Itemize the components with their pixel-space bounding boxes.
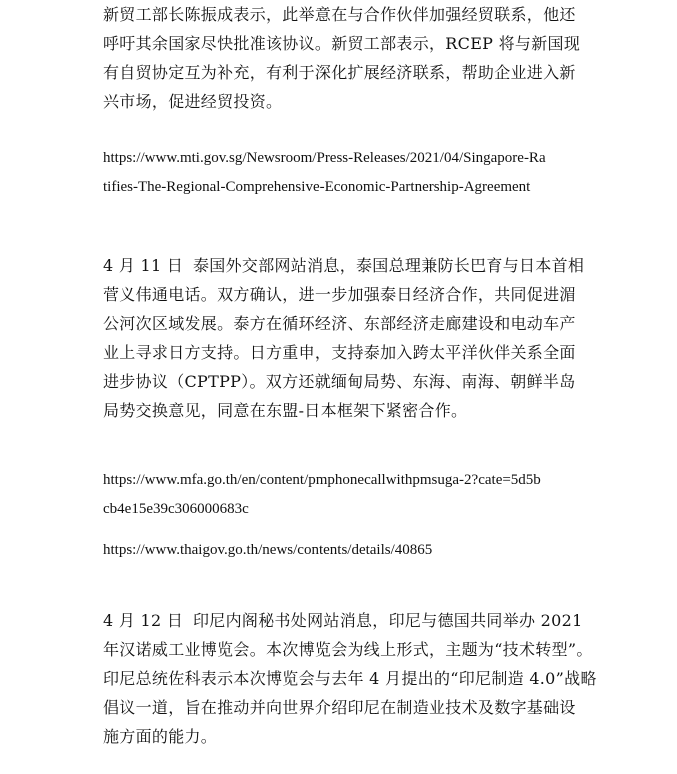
url-line[interactable]: https://www.mfa.go.th/en/content/pmphonecallwithpmsuga-2?cate=5d5b <box>103 472 541 488</box>
entry-date: 4 月 12 日 <box>103 611 184 630</box>
text-line-rest: 印尼内阁秘书处网站消息，印尼与德国共同举办 2021 <box>193 611 583 630</box>
text-line: 业上寻求日方支持。日方重申，支持泰加入跨太平洋伙伴关系全面 <box>103 343 576 362</box>
text-line: 菅义伟通电话。双方确认，进一步加强泰日经济合作，共同促进湄 <box>103 285 576 304</box>
text-line: 有自贸协定互为补充，有利于深化扩展经济联系，帮助企业进入新 <box>103 63 576 82</box>
source-link-mti[interactable] <box>103 144 583 202</box>
paragraph-singapore-rcep <box>103 0 583 116</box>
text-line: 印尼总统佐科表示本次博览会与去年 4 月提出的“印尼制造 4.0”战略 <box>103 669 597 688</box>
text-line: 施方面的能力。 <box>103 727 218 746</box>
text-line: 年汉诺威工业博览会。本次博览会为线上形式，主题为“技术转型”。 <box>103 640 593 659</box>
text-line: 倡议一道，旨在推动并向世界介绍印尼在制造业技术及数字基础设 <box>103 698 576 717</box>
url-line[interactable]: tifies-The-Regional-Comprehensive-Economic-Partnership-Agreement <box>103 179 531 195</box>
url-line[interactable]: https://www.mti.gov.sg/Newsroom/Press-Releases/2021/04/Singapore-Ra <box>103 150 546 166</box>
url-line[interactable]: cb4e15e39c306000683c <box>103 501 249 517</box>
entry-date: 4 月 11 日 <box>103 256 184 275</box>
text-line: 进步协议（CPTPP）。双方还就缅甸局势、东海、南海、朝鲜半岛 <box>103 372 576 391</box>
text-line: 兴市场，促进经贸投资。 <box>103 92 283 111</box>
text-line: 呼吁其余国家尽快批准该协议。新贸工部表示，RCEP 将与新国现 <box>103 34 581 53</box>
text-line <box>103 251 583 280</box>
text-line <box>103 606 583 635</box>
source-link-mfa[interactable] <box>103 466 583 524</box>
text-line: 新贸工部长陈振成表示，此举意在与合作伙伴加强经贸联系，他还 <box>103 5 576 24</box>
text-line: 公河次区域发展。泰方在循环经济、东部经济走廊建设和电动车产 <box>103 314 576 333</box>
url-line[interactable]: https://www.thaigov.go.th/news/contents/details/40865 <box>103 542 433 558</box>
text-line-rest: 泰国外交部网站消息，泰国总理兼防长巴育与日本首相 <box>193 256 585 275</box>
paragraph-indonesia-hannover <box>103 606 597 751</box>
paragraph-thailand-japan <box>103 251 583 425</box>
text-line: 局势交换意见，同意在东盟-日本框架下紧密合作。 <box>103 401 468 420</box>
source-link-thaigov[interactable] <box>103 536 583 565</box>
